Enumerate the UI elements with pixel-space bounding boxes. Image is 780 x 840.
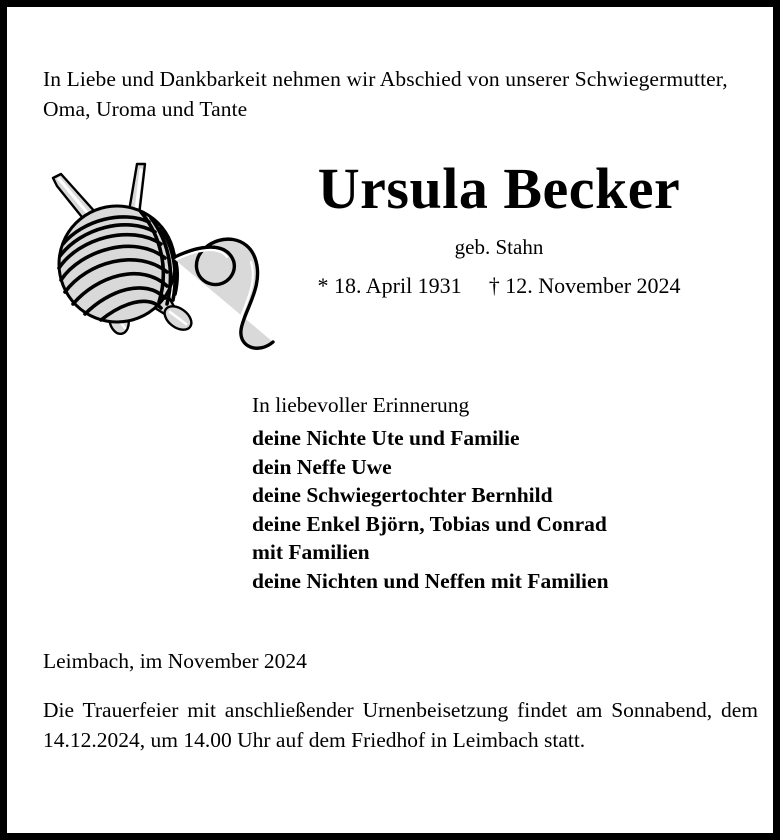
intro-paragraph: In Liebe und Dankbarkeit nehmen wir Abschied von unserer Schwiegermutter, Oma, Uroma und Tante [43,67,728,121]
birth-symbol: * [317,272,329,298]
place-and-date: Leimbach, im November 2024 [43,649,307,674]
mourner-line: deine Nichte Ute und Familie [252,425,520,450]
mourners-block [252,391,722,595]
name-and-illustration-band [37,156,743,365]
birth-date: 18. April 1931 [333,272,462,298]
mourners-intro: In liebevoller Erinnerung [252,393,470,418]
death-date: 12. November 2024 [505,272,681,298]
maiden-name: geb. Stahn [454,235,544,260]
mourner-line: dein Neffe Uwe [252,454,392,479]
closing-block [43,647,758,754]
ceremony-details: Die Trauerfeier mit anschließender Urnenbeisetzung findet am Sonnabend, dem 14.12.2024, um 14.00 Uhr auf dem Friedhof in Leimbach statt. [43,698,758,752]
name-block [249,156,749,299]
deceased-name: Ursula Becker [317,156,681,222]
mourner-line: deine Enkel Björn, Tobias und Conrad [252,511,607,536]
mourner-line: deine Schwiegertochter Bernhild [252,483,553,508]
mourner-line: deine Nichten und Neffen mit Familien [252,568,609,593]
life-dates [249,273,749,299]
obituary-notice-body [7,7,773,833]
mourner-line: mit Familien [252,540,370,565]
death-symbol: † [488,272,500,298]
